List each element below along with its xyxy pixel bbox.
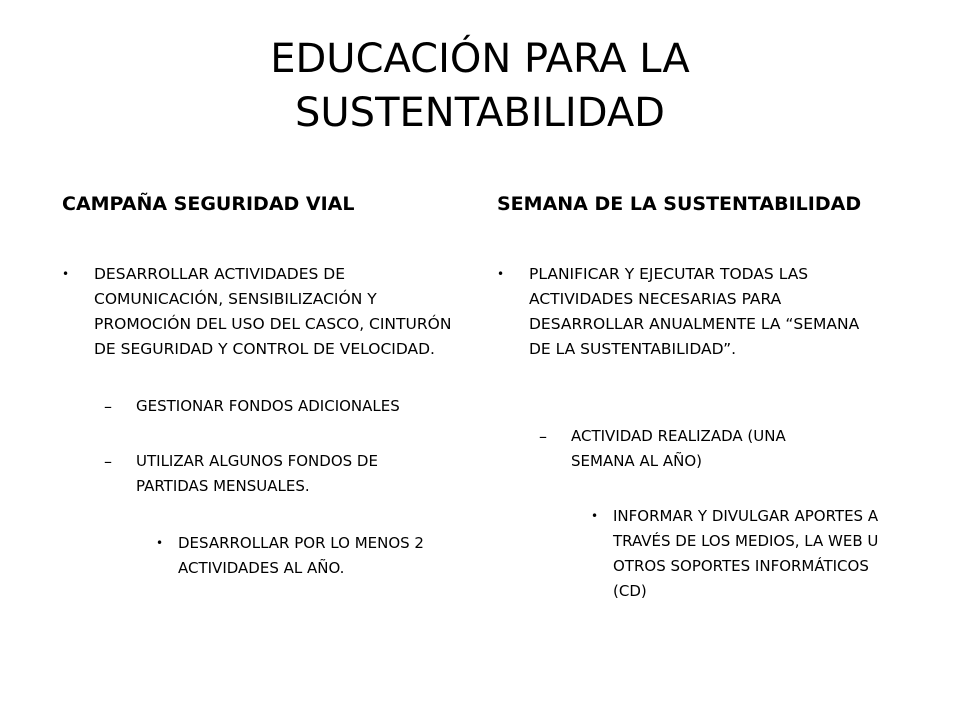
list-item — [62, 394, 462, 419]
list-item — [62, 449, 426, 499]
list-item — [497, 424, 821, 474]
list-item — [62, 531, 468, 581]
list-item — [497, 262, 874, 362]
slide-title — [60, 32, 900, 140]
left-column-heading: CAMPAÑA SEGURIDAD VIAL — [62, 193, 355, 215]
bullet-icon: • — [591, 509, 599, 523]
dash-icon: – — [104, 397, 112, 416]
list-item-text: UTILIZAR ALGUNOS FONDOS DE PARTIDAS MENSUALES. — [136, 452, 378, 495]
title-line-1: EDUCACIÓN PARA LA — [270, 36, 690, 82]
bullet-icon: • — [156, 536, 164, 550]
list-item-text: DESARROLLAR ACTIVIDADES DE COMUNICACIÓN, SENSIBILIZACIÓN Y PROMOCIÓN DEL USO DEL CASCO, CINTURÓN DE SEGURIDAD Y CONTROL DE VELOCIDAD. — [94, 265, 452, 358]
bullet-icon: • — [62, 267, 70, 281]
title-line-2: SUSTENTABILIDAD — [295, 90, 665, 136]
list-item-text: PLANIFICAR Y EJECUTAR TODAS LAS ACTIVIDADES NECESARIAS PARA DESARROLLAR ANUALMENTE LA “SEMANA DE LA SUSTENTABILIDAD”. — [529, 265, 860, 358]
right-column-heading: SEMANA DE LA SUSTENTABILIDAD — [497, 193, 862, 215]
dash-icon: – — [539, 427, 547, 446]
dash-icon: – — [104, 452, 112, 471]
list-item-text: INFORMAR Y DIVULGAR APORTES A TRAVÉS DE LOS MEDIOS, LA WEB U OTROS SOPORTES INFORMÁTICOS (CD) — [613, 507, 879, 600]
list-item — [497, 504, 903, 604]
list-item-text: ACTIVIDAD REALIZADA (UNA SEMANA AL AÑO) — [571, 427, 786, 470]
list-item — [62, 262, 462, 362]
list-item-text: GESTIONAR FONDOS ADICIONALES — [136, 397, 400, 415]
bullet-icon: • — [497, 267, 505, 281]
left-column — [62, 192, 462, 581]
right-column — [497, 192, 897, 604]
list-item-text: DESARROLLAR POR LO MENOS 2 ACTIVIDADES AL AÑO. — [178, 534, 424, 577]
